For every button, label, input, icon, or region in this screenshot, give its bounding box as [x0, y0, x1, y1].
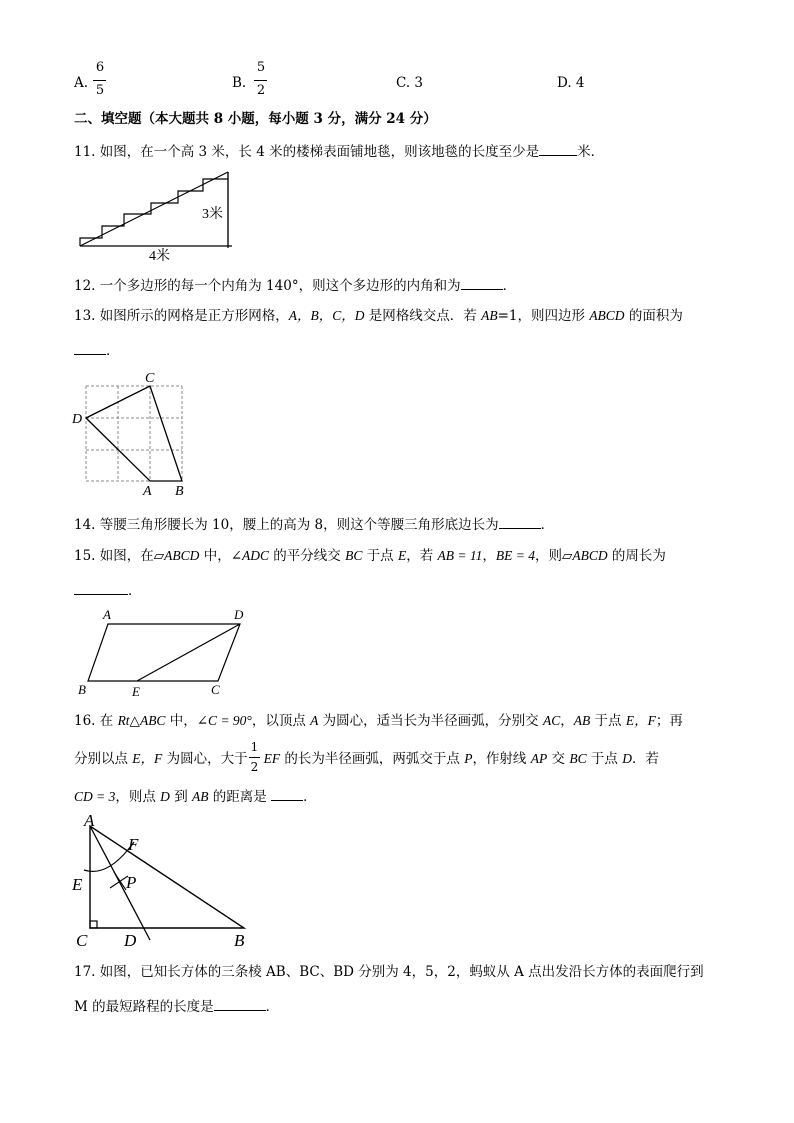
- label-a: A: [143, 484, 152, 499]
- q15-bc: BC: [345, 548, 363, 563]
- q11-answer-blank[interactable]: [539, 141, 577, 156]
- q16-ab-2: AB: [192, 789, 209, 804]
- half-denominator: 2: [250, 760, 259, 774]
- q16-bc: BC: [569, 751, 587, 766]
- q16-text-6: 于点: [590, 713, 626, 729]
- label-p: P: [126, 873, 137, 892]
- choice-d: D. 4: [557, 75, 585, 91]
- q16-angle-c: ∠C = 90°: [196, 713, 252, 728]
- q15-e: E: [397, 548, 407, 563]
- q16-text-2: 中，: [165, 713, 197, 729]
- choice-b-denominator: 2: [256, 83, 266, 98]
- label-d: D: [124, 931, 137, 950]
- q14-text-end: ．: [540, 517, 555, 533]
- q16-ac: AC: [542, 713, 561, 728]
- q16-ab: AB: [573, 713, 591, 728]
- label-a: A: [84, 811, 95, 830]
- question-15-line-2: [74, 580, 142, 600]
- question-16-line-1: [74, 712, 683, 730]
- q16-text-15: ，则点: [115, 789, 161, 805]
- question-13-line-2: [74, 340, 120, 360]
- choice-b-fraction-bar: [254, 80, 267, 81]
- q13-points: A，B，C，D: [288, 308, 365, 323]
- q13-abcd: ABCD: [589, 308, 625, 323]
- question-13: [74, 307, 683, 325]
- choice-c: C. 3: [396, 75, 424, 91]
- label-e: E: [72, 875, 83, 894]
- q15-text-5: ，若: [406, 548, 438, 564]
- q16-text-13: 于点: [586, 751, 623, 767]
- label-c: C: [145, 371, 155, 386]
- q15-text-8: 的周长为: [607, 548, 666, 564]
- q16-d: D: [622, 751, 632, 766]
- choice-b-numerator: 5: [256, 60, 266, 75]
- half-fraction: [248, 740, 264, 774]
- q16-text-5: ，: [560, 713, 574, 729]
- half-numerator: 1: [250, 740, 259, 754]
- q15-answer-blank[interactable]: [74, 580, 128, 595]
- triangle-abc: [90, 826, 244, 928]
- q15-text-end: ．: [128, 583, 142, 599]
- q16-a: A: [310, 713, 319, 728]
- section-title: 二、填空题（本大题共 8 小题，每小题 3 分，满分 24 分）: [74, 111, 437, 127]
- q13-text-1: 13. 如图所示的网格是正方形网格，: [74, 308, 289, 324]
- q16-ef: E，F: [625, 713, 656, 728]
- q14-answer-blank[interactable]: [499, 514, 541, 529]
- q13-text-4: 的面积为: [624, 308, 683, 324]
- q15-parallelogram-2: ▱ABCD: [561, 548, 608, 563]
- q12-answer-blank[interactable]: [461, 275, 503, 290]
- choice-a-denominator: 5: [95, 83, 105, 98]
- q15-be-eq: BE = 4: [495, 548, 535, 563]
- label-c: C: [211, 682, 220, 697]
- triangle-construction-figure: [68, 810, 264, 954]
- q16-text-3: ，以顶点: [251, 713, 311, 729]
- q13-text-end: ．: [106, 343, 120, 359]
- question-17-line-1: 17. 如图，已知长方体的三条棱 AB、BC、BD 分别为 4，5，2，蚂蚁从 A 点出发沿长方体的表面爬行到: [74, 964, 704, 980]
- q15-text-3: 的平分线交: [269, 548, 346, 564]
- q16-ef-2: E，F: [132, 751, 163, 766]
- q11-text: 11. 如图，在一个高 3 米，长 4 米的楼梯表面铺地毯，则该地毯的长度至少是: [74, 144, 540, 160]
- label-d: D: [234, 607, 244, 622]
- dashed-grid: [86, 386, 182, 481]
- q12-text-end: ．: [502, 278, 517, 294]
- length-label: 4米: [149, 249, 170, 262]
- q16-text-1: 16. 在: [74, 713, 118, 729]
- right-angle-mark: [90, 921, 97, 928]
- q15-text-2: 中，: [199, 548, 231, 564]
- q17-text-end: ．: [265, 999, 280, 1015]
- q16-answer-blank[interactable]: [271, 786, 303, 801]
- label-b: B: [234, 931, 245, 950]
- q16-text-12: 交: [547, 751, 570, 767]
- q16-cd: CD = 3: [74, 789, 116, 804]
- q16-text-end: ．: [303, 789, 317, 805]
- q16-text-17: 的距离是: [208, 789, 272, 805]
- q17-answer-blank[interactable]: [214, 996, 266, 1011]
- arc-ef: [84, 842, 134, 871]
- q13-ab: AB: [481, 308, 498, 323]
- q16-text-10: 的长为半径画弧，两弧交于点: [280, 751, 465, 767]
- q15-parallelogram-1: ▱ABCD: [153, 548, 200, 563]
- choice-a-fraction-bar: [93, 80, 106, 81]
- question-17-line-2: [74, 996, 279, 1016]
- q16-rt: Rt△ABC: [117, 713, 166, 728]
- q16-p: P: [464, 751, 473, 766]
- question-16-line-3: [74, 786, 317, 806]
- question-15: [74, 547, 666, 565]
- q16-d-2: D: [160, 789, 170, 804]
- label-f: F: [128, 835, 139, 854]
- q16-ef-3: EF: [263, 751, 281, 766]
- parallelogram-figure: [72, 604, 252, 700]
- q15-text-7: ，则: [534, 548, 562, 564]
- q16-text-9: 为圆心，大于: [162, 751, 248, 767]
- quadrilateral-abcd: [86, 386, 182, 481]
- label-e: E: [132, 684, 140, 699]
- bisector-de: [137, 624, 240, 681]
- label-a: A: [103, 607, 111, 622]
- question-11: [74, 141, 604, 161]
- staircase-figure: [74, 166, 244, 262]
- choice-a-label: A.: [74, 75, 89, 91]
- label-c: C: [76, 931, 88, 950]
- q11-text-end: 米．: [577, 144, 605, 160]
- q13-text-3: =1，则四边形: [497, 308, 590, 324]
- q15-angle: ∠ADC: [230, 548, 270, 563]
- q13-text-2: 是网格线交点．若: [364, 308, 482, 324]
- q15-text-6: ，: [482, 548, 496, 564]
- label-b: B: [78, 682, 86, 697]
- q16-text-8: 分别以点: [74, 751, 133, 767]
- grid-quadrilateral-figure: [70, 368, 200, 500]
- q15-text-1: 15. 如图，在: [74, 548, 154, 564]
- question-14: [74, 514, 554, 534]
- q17-text: M 的最短路程的长度是: [74, 999, 214, 1015]
- q16-text-7: ；再: [655, 713, 683, 729]
- question-12: [74, 275, 516, 295]
- label-b: B: [175, 484, 184, 499]
- q16-text-14: ．若: [631, 751, 659, 767]
- q12-text: 12. 一个多边形的每一个内角为 140°，则这个多边形的内角和为: [74, 278, 461, 294]
- choice-b-label: B.: [232, 75, 247, 91]
- height-label: 3米: [202, 207, 223, 222]
- question-16-line-2: [74, 740, 659, 774]
- choice-a-numerator: 6: [95, 60, 105, 75]
- q15-ab-eq: AB = 11: [437, 548, 483, 563]
- q13-answer-blank[interactable]: [74, 340, 106, 355]
- ray-ap: [90, 826, 150, 940]
- parallelogram-abcd: [88, 624, 240, 681]
- label-d: D: [72, 412, 83, 427]
- q16-ap: AP: [530, 751, 548, 766]
- q16-text-16: 到: [169, 789, 193, 805]
- q15-text-4: 于点: [362, 548, 398, 564]
- q16-text-4: 为圆心，适当长为半径画弧，分别交: [318, 713, 543, 729]
- q14-text: 14. 等腰三角形腰长为 10，腰上的高为 8，则这个等腰三角形底边长为: [74, 517, 499, 533]
- q16-text-11: ，作射线: [472, 751, 531, 767]
